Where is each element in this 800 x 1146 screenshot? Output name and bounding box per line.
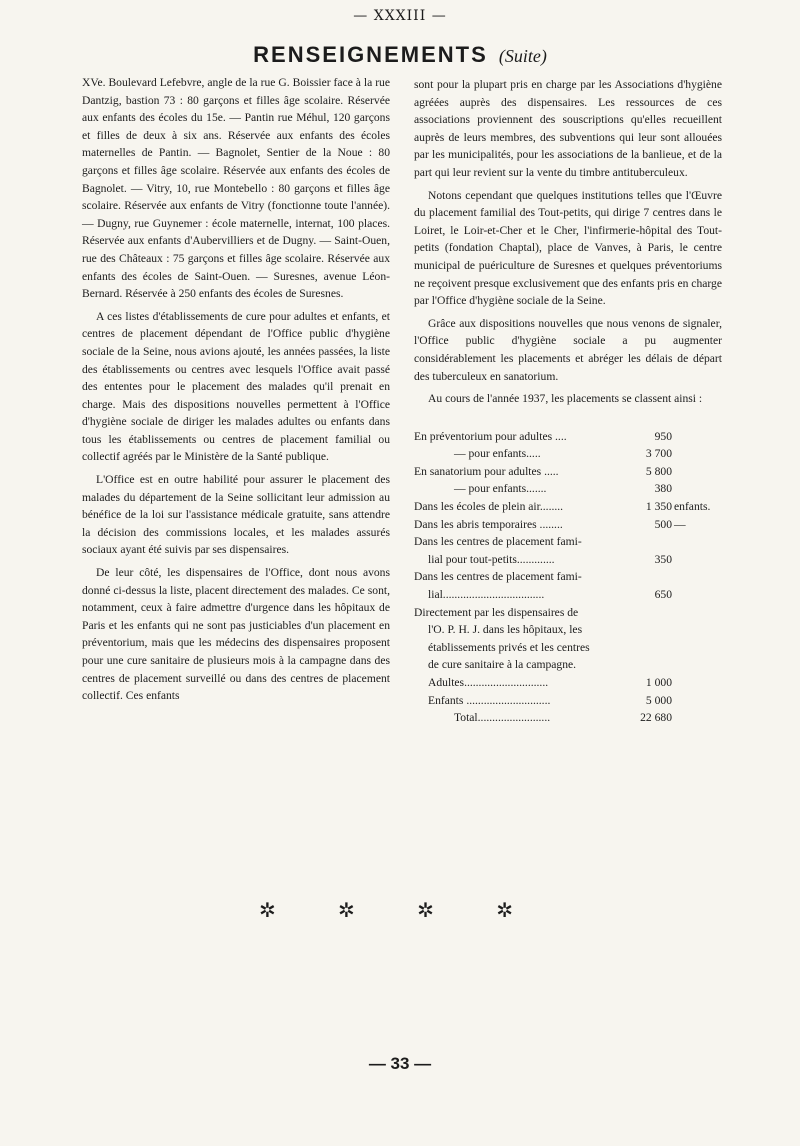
placements-row [414, 674, 722, 692]
placements-value: 650 [654, 588, 672, 602]
placements-value: 5 800 [645, 464, 672, 478]
placements-label: En sanatorium pour adultes ..... [414, 464, 559, 478]
placements-unit [672, 639, 722, 657]
placements-unit [672, 480, 722, 498]
placements-value: 22 680 [640, 711, 672, 725]
placements-row [414, 445, 722, 463]
placements-label: Directement par les dispensaires de [414, 605, 579, 619]
placements-table [414, 428, 722, 727]
placements-label: Total......................... [454, 711, 551, 725]
placements-value [612, 621, 672, 639]
placements-row [414, 604, 722, 622]
placements-label: Dans les centres de placement fami- [414, 570, 582, 584]
placements-value: 950 [654, 429, 672, 443]
placements-label: Enfants ............................. [428, 693, 551, 707]
placements-unit [672, 604, 722, 622]
placements-unit [672, 709, 722, 727]
placements-value [612, 604, 672, 622]
right-paragraph-3: Grâce aux dispositions nouvelles que nous venons de signaler, l'Office public d'hygiène sociale a pu augmenter considérablement les placements et abréger les délais de départ des tuberculeux en sanatorium. [414, 316, 722, 383]
placements-row [414, 480, 722, 498]
placements-unit [672, 586, 722, 604]
right-paragraph-4: Au cours de l'année 1937, les placements se classent ainsi : [428, 392, 703, 406]
placements-unit: enfants. [674, 500, 711, 514]
placements-row [414, 533, 722, 551]
ornament-stars: ✲ ✲ ✲ ✲ [258, 898, 542, 922]
placements-row [414, 709, 722, 727]
placements-row [414, 656, 722, 674]
placements-value: 500 [654, 517, 672, 531]
placements-label: établissements privés et les centres [428, 640, 590, 654]
left-paragraph-1: XVe. Boulevard Lefebvre, angle de la rue G. Boissier face à la rue Dantzig, bastion 73 : 80 garçons et filles âge scolaire. Réservée aux enfants des écoles du 15e. — Pantin rue Méhul, 120 garçons et filles de deux à six ans. Réservée aux enfants des écoles maternelles de Pantin. — Bagnolet, Sentier de la Noue : 80 garçons et filles âge scolaire. Réservée aux enfants des écoles de Bagnolet. — Vitry, 10, rue Montebello : 80 garçons et filles âge scolaire. Réservée aux enfants de Vitry (fonctionne toute l'année). — Dugny, rue Guynemer : école maternelle, internat, 100 places. Réservée aux enfants d'Aubervilliers et de Dugny. — Saint-Ouen, rue des Châteaux : 75 garçons et filles âge scolaire. Réservée aux enfants des écoles de Saint-Ouen. — Suresnes, avenue Léon-Bernard. Réservée à 250 enfants des écoles de Suresnes. [82, 76, 390, 301]
left-column [82, 74, 390, 710]
placements-unit [672, 621, 722, 639]
title-suite: (Suite) [498, 46, 547, 66]
title-text: RENSEIGNEMENTS [253, 42, 488, 67]
placements-row [414, 621, 722, 639]
placements-value [612, 639, 672, 657]
placements-row [414, 463, 722, 481]
placements-unit [672, 568, 722, 586]
placements-unit [672, 551, 722, 569]
placements-unit [672, 428, 722, 446]
placements-unit [672, 445, 722, 463]
placements-value [612, 656, 672, 674]
placements-unit [672, 463, 722, 481]
placements-label: — pour enfants....... [454, 482, 547, 496]
placements-value: 3 700 [645, 447, 672, 461]
placements-label: Adultes............................. [428, 676, 549, 689]
page-header-roman: — XXXIII — [353, 8, 447, 24]
left-paragraph-4: De leur côté, les dispensaires de l'Office, dont nous avons donné ci-dessus la liste, placent directement des malades. Ce sont, notamment, ceux à faire admettre d'urgence dans les hôpitaux de Paris et les enfants qui ne sont pas justiciables d'un placement en préventorium, mais que les médecins des dispensaires proposent pour une cure sanitaire de plusieurs mois à la campagne dans des centres de placement surveillé ou dans des centres de placement collectif. Ces enfants [82, 566, 390, 703]
page-number: — 33 — [368, 1054, 432, 1073]
placements-row [414, 551, 722, 569]
placements-value: 5 000 [645, 693, 672, 707]
page-title [0, 42, 800, 68]
placements-label: Dans les centres de placement fami- [414, 535, 582, 549]
placements-label: de cure sanitaire à la campagne. [428, 658, 577, 672]
placements-label: Dans les écoles de plein air........ [414, 500, 564, 514]
placements-value: 380 [654, 482, 672, 496]
placements-label: l'O. P. H. J. dans les hôpitaux, les [428, 623, 583, 637]
placements-value [612, 568, 672, 586]
placements-unit: — [674, 517, 686, 531]
placements-label: lial pour tout-petits............. [428, 552, 555, 566]
right-paragraph-1: sont pour la plupart pris en charge par les Associations d'hygiène agréées auprès des dispensaires. Les ressources de ces associations proviennent des souscriptions qu'elles recueillent auprès de leurs membres, des subventions qui leur sont allouées par les municipalités, pour les associations de la banlieue, et de la part qui leur revient sur la vente du timbre antituberculeux. [414, 78, 722, 179]
left-paragraph-3: L'Office est en outre habilité pour assurer le placement des malades du département de la Seine sollicitant leur admission au bénéfice de la loi sur l'assistance médicale gratuite, sans attendre la décision des commissions locales, et les malades assurés sociaux ayant été suivis par ses dispensaires. [82, 473, 390, 557]
placements-row [414, 586, 722, 604]
placements-unit [672, 533, 722, 551]
right-column [414, 76, 722, 727]
placements-row [414, 498, 722, 516]
placements-value: 1 000 [645, 676, 672, 689]
placements-value: 1 350 [645, 500, 672, 514]
placements-unit [672, 674, 722, 692]
right-paragraph-2: Notons cependant que quelques institutions telles que l'Œuvre du placement familial des Tout-petits, qui dirige 7 centres dans le Loiret, le Loir-et-Cher et le Cher, l'infirmerie-hôpital des Tout-petits (fondation Chaptal), place de Vanves, à Paris, le centre municipal de puériculture de Suresnes et quelques préventoriums ne reçoivent presque exclusivement que des enfants pris en charge par l'Office d'hygiène sociale de la Seine. [414, 188, 722, 308]
placements-label: lial................................... [428, 588, 545, 602]
placements-value [612, 533, 672, 551]
placements-row [414, 516, 722, 534]
placements-value: 350 [654, 552, 672, 566]
placements-unit [672, 692, 722, 710]
placements-label: Dans les abris temporaires ........ [414, 517, 563, 531]
placements-row [414, 639, 722, 657]
placements-label: En préventorium pour adultes .... [414, 429, 567, 443]
left-paragraph-2: A ces listes d'établissements de cure pour adultes et enfants, et centres de placement dépendant de l'Office public d'hygiène sociale de la Seine, nous avions ajouté, les années passées, la liste des établissements ou centres avec lesquels l'Office avait passé des ententes pour le placement des malades qu'il prenait en charge. Mais des dispositions nouvelles permettent à l'Office d'hygiène sociale de diriger les malades adultes ou enfants dans tous les établissements ou centres de placement familial ou collectif agréés par le Ministère de la Santé publique. [82, 309, 390, 464]
placements-unit [672, 656, 722, 674]
placements-label: — pour enfants..... [454, 447, 541, 461]
placements-row [414, 568, 722, 586]
placements-row [414, 428, 722, 446]
placements-row [414, 692, 722, 710]
